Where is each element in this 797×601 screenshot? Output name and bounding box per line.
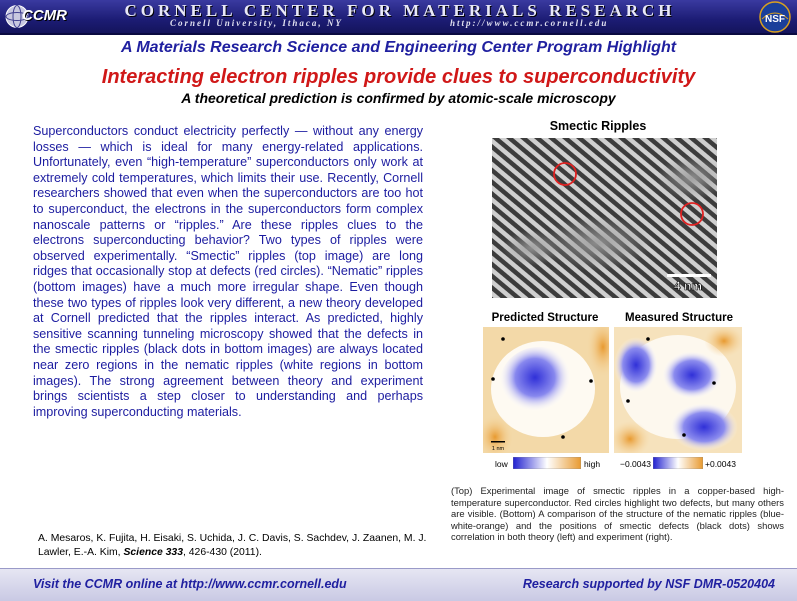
- citation-rest: , 426-430 (2011).: [182, 547, 262, 558]
- page-subtitle: A theoretical prediction is confirmed by atomic-scale microscopy: [181, 90, 616, 106]
- colorbar-left-high: high: [584, 459, 601, 469]
- header-banner: [0, 0, 797, 35]
- citation-authors: A. Mesaros, K. Fujita, H. Eisaki, S. Uchida, J. C. Davis, S. Sachdev, J. Zaanen, M. J. Lawler, E.-A. Kim,: [38, 533, 427, 558]
- measured-structure-map: [614, 327, 742, 453]
- location-text: Cornell University, Ithaca, NY: [170, 18, 343, 28]
- citation: [38, 532, 438, 560]
- header-url[interactable]: http://www.ccmr.cornell.edu: [450, 18, 609, 28]
- predicted-title: Predicted Structure: [491, 312, 599, 324]
- footer: [0, 568, 797, 601]
- predicted-structure-map: [483, 327, 609, 453]
- measured-title: Measured Structure: [624, 312, 733, 324]
- footer-visit-link[interactable]: Visit the CCMR online at http://www.ccmr.cornell.edu: [33, 577, 347, 591]
- scale-bar-label: 4 nm: [673, 279, 703, 293]
- colorbar-right: [653, 457, 703, 469]
- predicted-scale-label: 1 nm: [491, 446, 505, 452]
- colorbar-left-low: low: [495, 459, 508, 469]
- ccmr-logo-text: CCMR: [22, 7, 67, 24]
- program-line: A Materials Research Science and Engineering Center Program Highlight: [120, 39, 677, 56]
- smectic-ripples-image: [492, 138, 717, 298]
- colorbar-left: [513, 457, 581, 469]
- colorbar-right-high: +0.0043: [705, 459, 736, 469]
- citation-journal: Science 333: [123, 547, 183, 558]
- page-title: Interacting electron ripples provide clues to superconductivity: [101, 66, 696, 88]
- nsf-logo-icon: [759, 1, 791, 33]
- nsf-logo-text: NSF: [765, 14, 785, 25]
- smectic-title: Smectic Ripples: [549, 119, 647, 133]
- footer-funding: Research supported by NSF DMR-0520404: [522, 577, 775, 591]
- body-text: Superconductors conduct electricity perfectly — without any energy losses — which is ideal for many energy-related applications. Unfortunately, even “high-temperature” superconductors only work at extremely cold temperatures, which limits their use. Recently, Cornell researchers showed that even when the superconductors are too hot to superconduct, the electrons in the superconductors form complex nanoscale patterns or “ripples.” Are these ripples clues to the electrons superconducting behavior? Two types of ripples were observed experimentally. “Smectic” ripples (top image) are long ridges that occasionally stop at defects (red circles). “Nematic” ripples (bottom images) have a much more irregular shape. Even though these two types of ripples look very different, a new theory developed at Cornell predicted that the ripples interact. As predicted, highly sensitive scanning tunneling microscopy showed that the defects in the smectic ripples (black dots in bottom images) are always located near zero regions in the nematic ripples (white regions in bottom images). The strong agreement between theory and experiment brings scientists a step closer to understanding and perhaps improving superconducting materials.: [33, 124, 423, 419]
- colorbar-right-low: −0.0043: [620, 459, 651, 469]
- center-name: CORNELL CENTER FOR MATERIALS RESEARCH: [124, 1, 676, 20]
- figure-caption: (Top) Experimental image of smectic ripples in a copper-based high-temperature superconductor. Red circles highlight two defects, but many others are visible. (Bottom) A comparison of the structure of the nematic ripples (blue-white-orange) and the positions of smectic defects (black dots) shows correlation in both theory (left) and experiment (right).: [451, 485, 784, 543]
